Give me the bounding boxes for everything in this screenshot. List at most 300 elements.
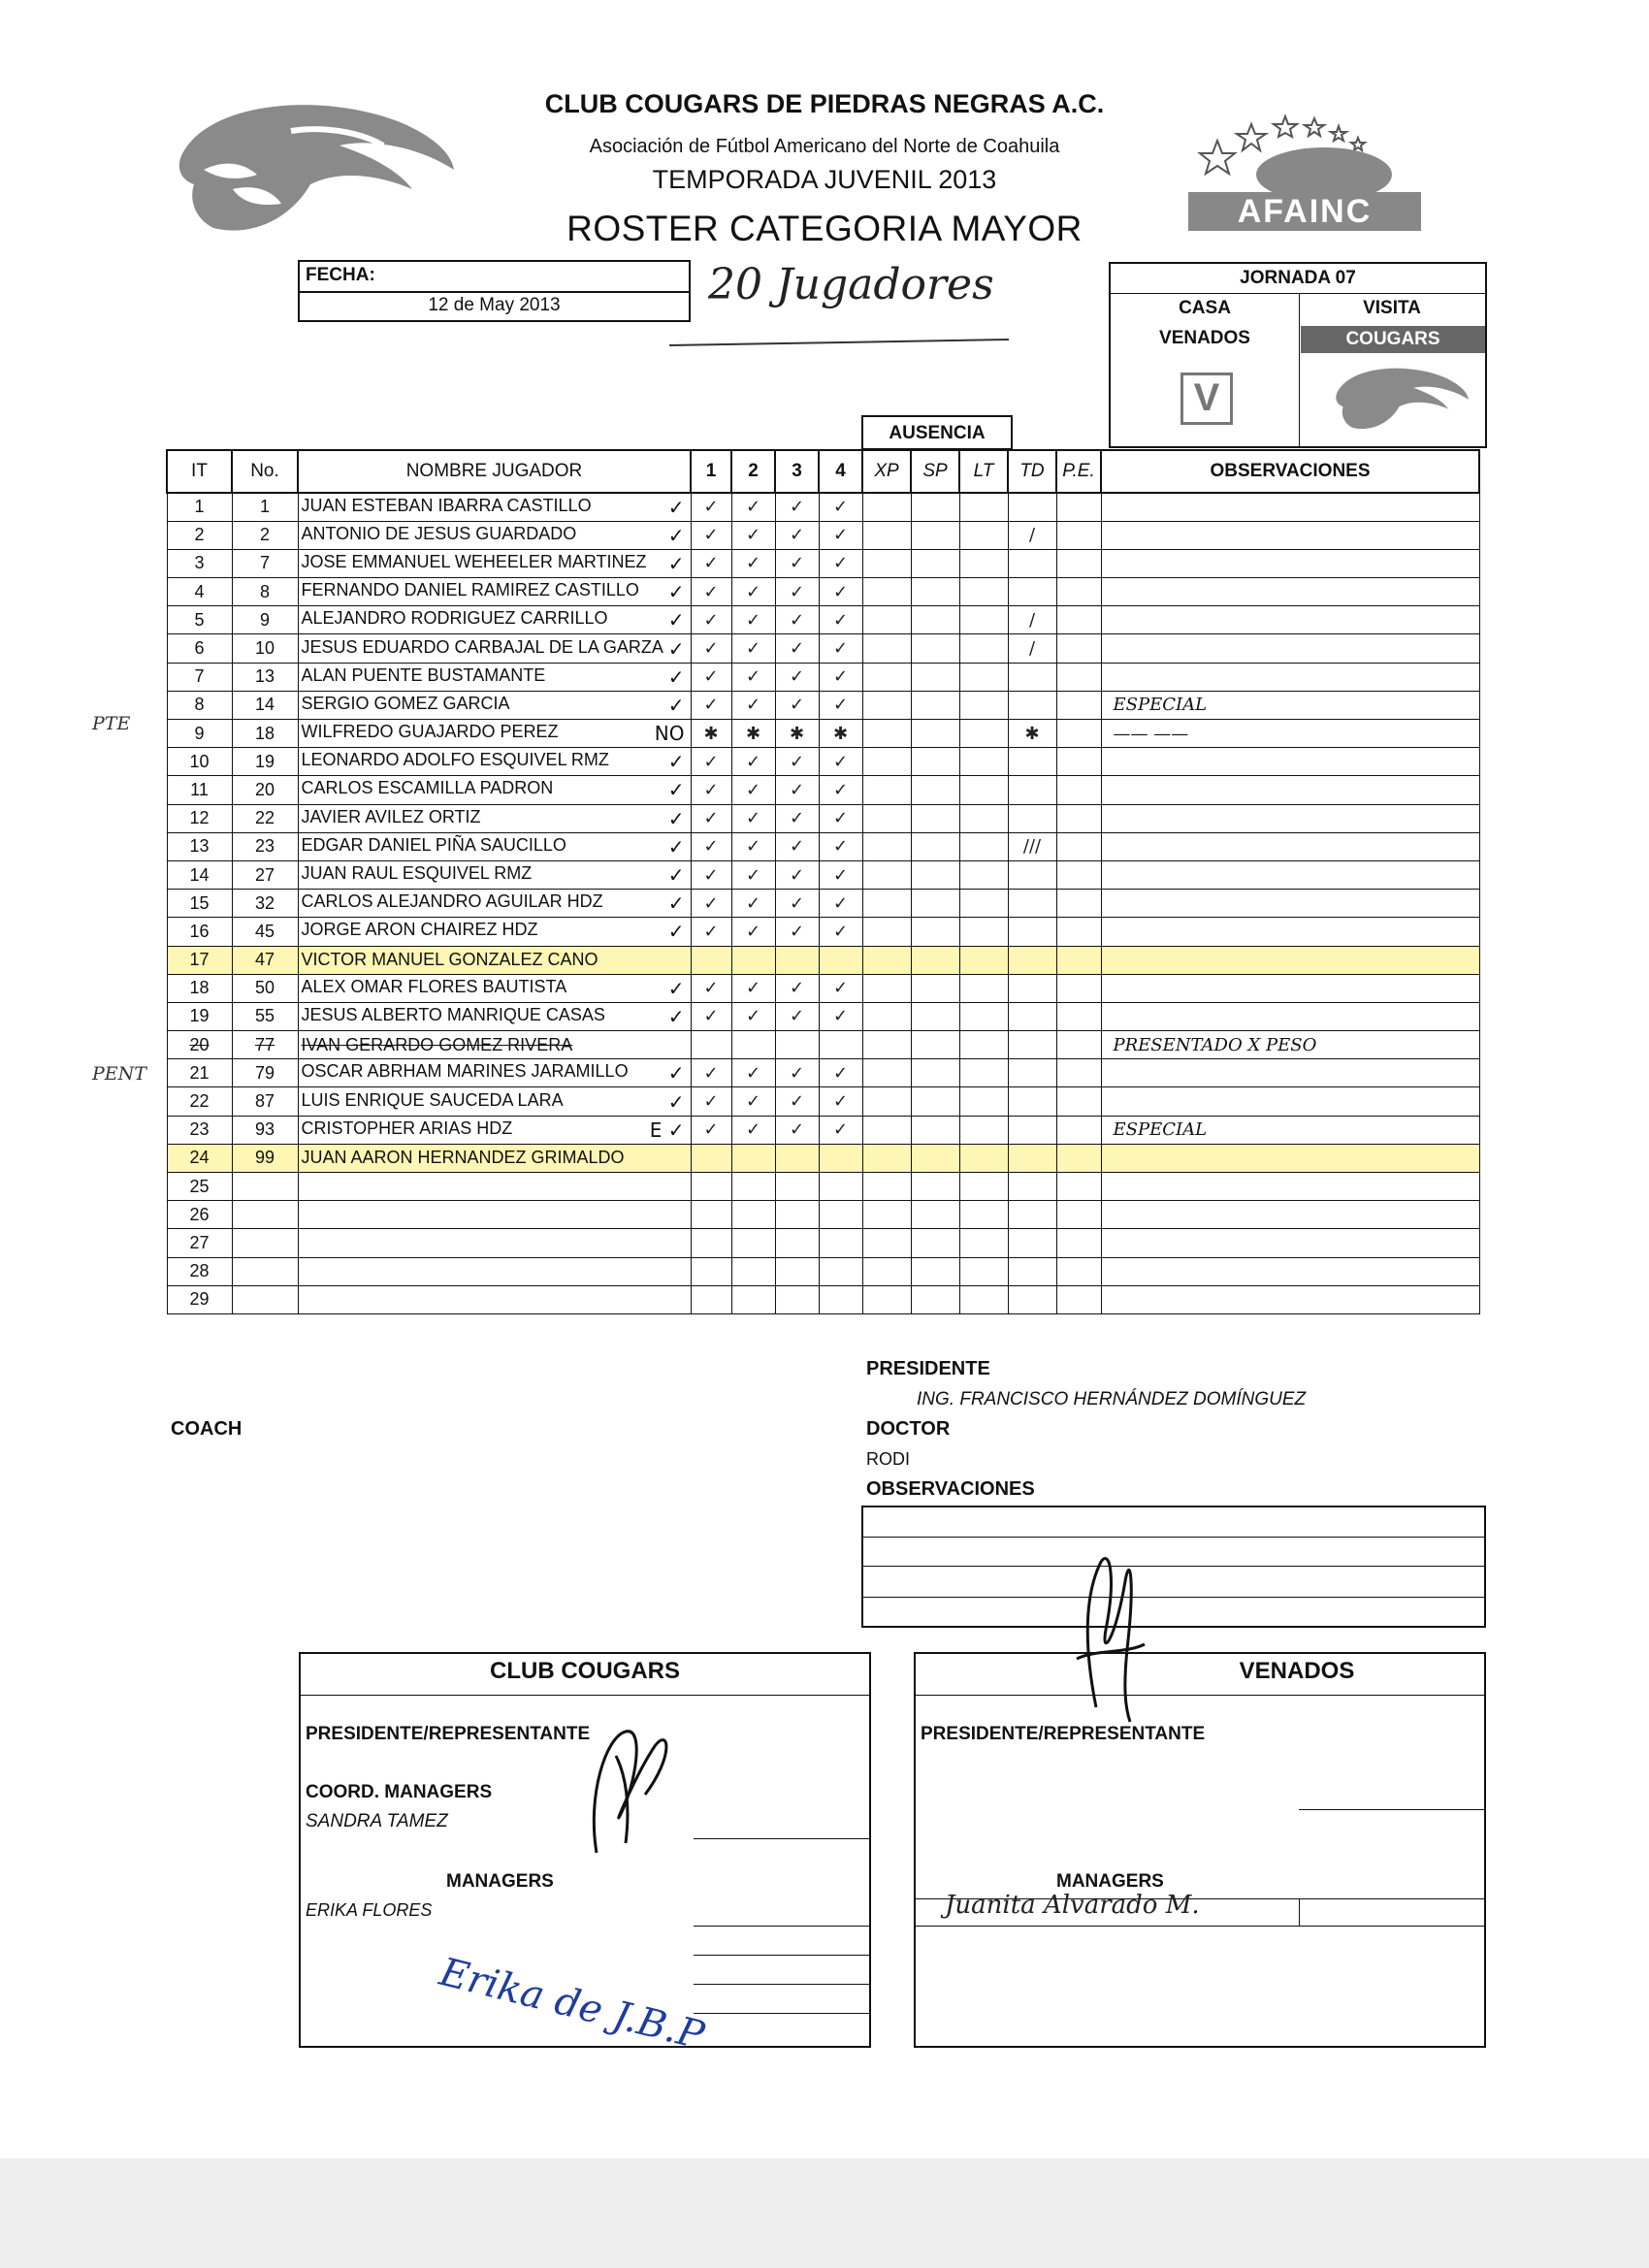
quarter-mark: ✓ — [731, 918, 775, 946]
row-player-name — [298, 918, 691, 946]
lt-cell — [959, 1144, 1008, 1172]
roster-row — [167, 1144, 1479, 1172]
sp-cell — [911, 720, 959, 748]
sp-cell — [911, 748, 959, 776]
row-player-name — [298, 1031, 691, 1059]
row-it: 28 — [167, 1257, 232, 1285]
player-name: FERNANDO DANIEL RAMIREZ CASTILLO — [301, 580, 639, 600]
row-number: 93 — [232, 1116, 298, 1144]
quarter-mark — [691, 1285, 731, 1313]
pe-cell — [1056, 1144, 1101, 1172]
player-name: WILFREDO GUAJARDO PEREZ — [301, 722, 559, 742]
pe-cell — [1056, 1229, 1101, 1257]
club-manager-name: ERIKA FLORES — [306, 1900, 433, 1920]
quarter-mark — [691, 1173, 731, 1201]
club-president-signature-icon — [577, 1717, 684, 1863]
quarter-mark: ✓ — [731, 776, 775, 804]
quarter-mark: ✓ — [731, 634, 775, 663]
row-player-name — [298, 493, 691, 521]
attendance-check-icon: E ✓ — [649, 1118, 685, 1142]
quarter-mark — [775, 1173, 819, 1201]
lt-cell — [959, 720, 1008, 748]
attendance-check-icon: ✓ — [667, 1061, 685, 1085]
td-cell: / — [1008, 634, 1056, 663]
row-number: 50 — [232, 974, 298, 1002]
row-player-name — [298, 578, 691, 606]
xp-cell — [862, 549, 911, 577]
player-name: ALEX OMAR FLORES BAUTISTA — [301, 976, 567, 996]
pe-cell — [1056, 1002, 1101, 1030]
quarter-mark: ✓ — [691, 1059, 731, 1087]
lt-cell — [959, 521, 1008, 549]
player-name: JUAN AARON HERNANDEZ GRIMALDO — [301, 1148, 625, 1168]
td-cell — [1008, 493, 1056, 521]
player-name: CARLOS ESCAMILLA PADRON — [301, 778, 554, 798]
quarter-mark — [775, 1144, 819, 1172]
pe-cell — [1056, 1031, 1101, 1059]
player-name: LEONARDO ADOLFO ESQUIVEL RMZ — [301, 750, 609, 770]
quarter-mark: ✓ — [819, 918, 862, 946]
quarter-mark: ✓ — [819, 691, 862, 719]
player-name: VICTOR MANUEL GONZALEZ CANO — [301, 950, 598, 970]
row-player-name — [298, 1002, 691, 1030]
lt-cell — [959, 606, 1008, 634]
xp-cell — [862, 691, 911, 719]
quarter-mark: ✓ — [691, 974, 731, 1002]
row-player-name — [298, 1201, 691, 1229]
row-it: 19 — [167, 1002, 232, 1030]
td-cell — [1008, 1002, 1056, 1030]
row-it: 11 — [167, 776, 232, 804]
row-number: 55 — [232, 1002, 298, 1030]
row-player-name — [298, 776, 691, 804]
quarter-mark: ✓ — [731, 1116, 775, 1144]
row-observation — [1101, 860, 1479, 889]
player-name: ANTONIO DE JESUS GUARDADO — [301, 523, 577, 543]
roster-row — [167, 918, 1479, 946]
quarter-mark — [775, 1201, 819, 1229]
row-observation — [1101, 521, 1479, 549]
quarter-mark: ✓ — [691, 860, 731, 889]
venados-presidente-label: PRESIDENTE/REPRESENTANTE — [921, 1724, 1206, 1744]
sp-cell — [911, 1002, 959, 1030]
club-manager-handwritten-signature: Erika de J.B.P — [435, 1950, 709, 2059]
pe-cell — [1056, 720, 1101, 748]
player-name: CRISTOPHER ARIAS HDZ — [301, 1118, 513, 1138]
td-cell — [1008, 776, 1056, 804]
quarter-mark: ✓ — [819, 549, 862, 577]
row-observation — [1101, 634, 1479, 663]
player-name: JESUS EDUARDO CARBAJAL DE LA GARZA — [301, 636, 663, 657]
attendance-check-icon: ✓ — [667, 580, 685, 604]
afainc-logo — [1179, 107, 1436, 238]
quarter-mark: ✓ — [731, 521, 775, 549]
quarter-mark — [731, 1144, 775, 1172]
attendance-check-icon: NO — [654, 722, 685, 746]
row-it: 20 — [167, 1031, 232, 1059]
row-it: 16 — [167, 918, 232, 946]
row-observation — [1101, 918, 1479, 946]
row-player-name — [298, 1173, 691, 1201]
pe-cell — [1056, 832, 1101, 860]
lt-cell — [959, 1173, 1008, 1201]
row-number: 8 — [232, 578, 298, 606]
row-number: 27 — [232, 860, 298, 889]
roster-row — [167, 860, 1479, 889]
quarter-mark — [819, 1257, 862, 1285]
sp-cell — [911, 890, 959, 918]
quarter-mark: ✓ — [819, 804, 862, 832]
quarter-mark: ✓ — [691, 1002, 731, 1030]
observaciones-box — [861, 1506, 1486, 1628]
row-player-name — [298, 1059, 691, 1087]
quarter-mark: ✱ — [819, 720, 862, 748]
col-sp: SP — [911, 450, 959, 493]
row-observation — [1101, 578, 1479, 606]
quarter-mark: ✓ — [731, 1059, 775, 1087]
player-name: ALEJANDRO RODRIGUEZ CARRILLO — [301, 608, 608, 629]
td-cell — [1008, 1116, 1056, 1144]
row-number: 19 — [232, 748, 298, 776]
quarter-mark: ✓ — [731, 1087, 775, 1116]
roster-row — [167, 1257, 1479, 1285]
quarter-mark: ✓ — [775, 918, 819, 946]
quarter-mark — [731, 1173, 775, 1201]
attendance-check-icon: ✓ — [667, 920, 685, 944]
quarter-mark: ✓ — [731, 578, 775, 606]
sp-cell — [911, 860, 959, 889]
quarter-mark: ✓ — [731, 691, 775, 719]
roster-row — [167, 1116, 1479, 1144]
roster-row — [167, 776, 1479, 804]
col-xp: XP — [862, 450, 911, 493]
roster-row — [167, 493, 1479, 521]
col-name: NOMBRE JUGADOR — [298, 450, 691, 493]
row-number: 99 — [232, 1144, 298, 1172]
pe-cell — [1056, 521, 1101, 549]
row-observation — [1101, 804, 1479, 832]
quarter-mark: ✓ — [775, 1059, 819, 1087]
sp-cell — [911, 1285, 959, 1313]
doctor-name: RODI — [866, 1449, 910, 1469]
xp-cell — [862, 1087, 911, 1116]
row-it: 6 — [167, 634, 232, 663]
lt-cell — [959, 974, 1008, 1002]
row-player-name — [298, 748, 691, 776]
club-managers-label: MANAGERS — [446, 1871, 554, 1892]
col-td: TD — [1008, 450, 1056, 493]
roster-row — [167, 1229, 1479, 1257]
quarter-mark — [775, 1031, 819, 1059]
row-player-name — [298, 1144, 691, 1172]
row-number: 2 — [232, 521, 298, 549]
player-name: EDGAR DANIEL PIÑA SAUCILLO — [301, 834, 566, 855]
row-number: 1 — [232, 493, 298, 521]
row-number — [232, 1257, 298, 1285]
lt-cell — [959, 1116, 1008, 1144]
lt-cell — [959, 776, 1008, 804]
quarter-mark: ✓ — [731, 606, 775, 634]
row-it: 13 — [167, 832, 232, 860]
pe-cell — [1056, 804, 1101, 832]
pe-cell — [1056, 549, 1101, 577]
td-cell — [1008, 946, 1056, 974]
quarter-mark: ✓ — [691, 748, 731, 776]
row-observation — [1101, 1257, 1479, 1285]
quarter-mark — [691, 1144, 731, 1172]
venados-logo: V — [1180, 373, 1233, 425]
coord-managers-name: SANDRA TAMEZ — [306, 1811, 448, 1831]
roster-row — [167, 890, 1479, 918]
player-name: ALAN PUENTE BUSTAMANTE — [301, 664, 546, 685]
td-cell — [1008, 691, 1056, 719]
sp-cell — [911, 606, 959, 634]
row-observation — [1101, 1201, 1479, 1229]
quarter-mark: ✓ — [819, 1002, 862, 1030]
quarter-mark: ✓ — [819, 1116, 862, 1144]
quarter-mark — [775, 1229, 819, 1257]
xp-cell — [862, 634, 911, 663]
row-observation — [1101, 663, 1479, 691]
attendance-check-icon: ✓ — [667, 636, 685, 661]
cougar-logo-icon — [175, 92, 456, 238]
xp-cell — [862, 1257, 911, 1285]
side-note-pent: PENT — [92, 1063, 146, 1085]
fecha-value: 12 de May 2013 — [428, 295, 561, 315]
sp-cell — [911, 1229, 959, 1257]
quarter-mark: ✓ — [775, 1087, 819, 1116]
player-name: IVAN GERARDO GOMEZ RIVERA — [301, 1034, 573, 1054]
xp-cell — [862, 946, 911, 974]
presidente-name: ING. FRANCISCO HERNÁNDEZ DOMÍNGUEZ — [917, 1389, 1307, 1409]
sp-cell — [911, 804, 959, 832]
xp-cell — [862, 1059, 911, 1087]
row-observation — [1101, 1144, 1479, 1172]
td-cell: / — [1008, 521, 1056, 549]
player-name: JORGE ARON CHAIREZ HDZ — [301, 920, 538, 940]
quarter-mark — [731, 1285, 775, 1313]
col-observaciones: OBSERVACIONES — [1101, 450, 1479, 493]
pe-cell — [1056, 663, 1101, 691]
row-it: 14 — [167, 860, 232, 889]
sp-cell — [911, 776, 959, 804]
td-cell: ✱ — [1008, 720, 1056, 748]
quarter-mark: ✓ — [691, 1116, 731, 1144]
quarter-mark: ✱ — [731, 720, 775, 748]
sp-cell — [911, 493, 959, 521]
row-player-name — [298, 549, 691, 577]
sp-cell — [911, 549, 959, 577]
quarter-mark: ✓ — [819, 634, 862, 663]
row-it: 1 — [167, 493, 232, 521]
quarter-mark — [819, 946, 862, 974]
afainc-logo-text: AFAINC — [1188, 192, 1421, 231]
sp-cell — [911, 1116, 959, 1144]
xp-cell — [862, 918, 911, 946]
lt-cell — [959, 1087, 1008, 1116]
roster-row — [167, 748, 1479, 776]
handwritten-player-count: 20 Jugadores — [708, 260, 994, 309]
td-cell — [1008, 1173, 1056, 1201]
attendance-check-icon: ✓ — [667, 664, 685, 689]
quarter-mark: ✓ — [691, 578, 731, 606]
row-player-name — [298, 946, 691, 974]
row-number: 45 — [232, 918, 298, 946]
association-name: Asociación de Fútbol Americano del Norte de Coahuila — [589, 136, 1060, 157]
row-number: 77 — [232, 1031, 298, 1059]
venados-title: VENADOS — [1239, 1658, 1355, 1684]
quarter-mark: ✓ — [775, 691, 819, 719]
row-it: 22 — [167, 1087, 232, 1116]
quarter-mark: ✓ — [819, 606, 862, 634]
quarter-mark — [819, 1201, 862, 1229]
roster-row — [167, 1031, 1479, 1059]
xp-cell — [862, 860, 911, 889]
row-player-name — [298, 521, 691, 549]
lt-cell — [959, 663, 1008, 691]
td-cell — [1008, 860, 1056, 889]
xp-cell — [862, 663, 911, 691]
sp-cell — [911, 1059, 959, 1087]
roster-row — [167, 1059, 1479, 1087]
xp-cell — [862, 720, 911, 748]
lt-cell — [959, 804, 1008, 832]
row-it: 18 — [167, 974, 232, 1002]
quarter-mark: ✓ — [691, 493, 731, 521]
pe-cell — [1056, 1116, 1101, 1144]
quarter-mark — [691, 1031, 731, 1059]
quarter-mark: ✓ — [775, 860, 819, 889]
roster-row — [167, 549, 1479, 577]
pe-cell — [1056, 890, 1101, 918]
sp-cell — [911, 663, 959, 691]
sp-cell — [911, 521, 959, 549]
lt-cell — [959, 748, 1008, 776]
quarter-mark: ✓ — [819, 860, 862, 889]
row-number — [232, 1229, 298, 1257]
lt-cell — [959, 493, 1008, 521]
td-cell — [1008, 1201, 1056, 1229]
quarter-mark: ✓ — [731, 549, 775, 577]
attendance-check-icon: ✓ — [667, 778, 685, 802]
quarter-mark: ✓ — [775, 634, 819, 663]
quarter-mark: ✓ — [731, 974, 775, 1002]
player-name: JUAN ESTEBAN IBARRA CASTILLO — [301, 495, 592, 515]
quarter-mark: ✓ — [731, 890, 775, 918]
col-it: IT — [167, 450, 232, 493]
row-number — [232, 1285, 298, 1313]
row-player-name — [298, 720, 691, 748]
td-cell — [1008, 974, 1056, 1002]
td-cell — [1008, 1059, 1056, 1087]
venados-signature-box — [914, 1652, 1486, 2048]
row-observation — [1101, 1002, 1479, 1030]
td-cell — [1008, 1229, 1056, 1257]
row-player-name — [298, 606, 691, 634]
td-cell: / — [1008, 606, 1056, 634]
lt-cell — [959, 1059, 1008, 1087]
row-player-name — [298, 1116, 691, 1144]
col-lt: LT — [959, 450, 1008, 493]
row-number — [232, 1173, 298, 1201]
td-cell — [1008, 549, 1056, 577]
row-it: 15 — [167, 890, 232, 918]
quarter-mark: ✓ — [731, 748, 775, 776]
row-number: 20 — [232, 776, 298, 804]
sp-cell — [911, 1087, 959, 1116]
quarter-mark: ✓ — [691, 663, 731, 691]
ausencia-header: AUSENCIA — [861, 415, 1013, 450]
row-it: 10 — [167, 748, 232, 776]
quarter-mark — [731, 1201, 775, 1229]
venados-managers-label: MANAGERS — [1056, 1871, 1164, 1892]
col-pe: P.E. — [1056, 450, 1101, 493]
td-cell — [1008, 1144, 1056, 1172]
row-it: 23 — [167, 1116, 232, 1144]
sp-cell — [911, 1201, 959, 1229]
xp-cell — [862, 974, 911, 1002]
player-name: JUAN RAUL ESQUIVEL RMZ — [301, 863, 533, 884]
quarter-mark: ✱ — [775, 720, 819, 748]
roster-header-row — [167, 450, 1479, 493]
row-it: 4 — [167, 578, 232, 606]
row-player-name — [298, 832, 691, 860]
quarter-mark: ✓ — [731, 493, 775, 521]
venados-manager-signature: Juanita Alvarado M. — [945, 1891, 1200, 1920]
jornada-label: JORNADA 07 — [1111, 264, 1485, 294]
row-it: 21 — [167, 1059, 232, 1087]
lt-cell — [959, 634, 1008, 663]
xp-cell — [862, 1002, 911, 1030]
roster-table — [166, 449, 1480, 1314]
row-number: 23 — [232, 832, 298, 860]
col-q3: 3 — [775, 450, 819, 493]
col-q1: 1 — [691, 450, 731, 493]
player-name: JESUS ALBERTO MANRIQUE CASAS — [301, 1004, 605, 1024]
row-it: 8 — [167, 691, 232, 719]
td-cell — [1008, 748, 1056, 776]
row-it: 2 — [167, 521, 232, 549]
quarter-mark: ✓ — [691, 634, 731, 663]
season-title: TEMPORADA JUVENIL 2013 — [652, 165, 997, 194]
attendance-check-icon: ✓ — [667, 495, 685, 519]
roster-row — [167, 804, 1479, 832]
presidente-label: PRESIDENTE — [866, 1358, 990, 1379]
xp-cell — [862, 493, 911, 521]
row-observation — [1101, 1059, 1479, 1087]
row-observation: ESPECIAL — [1101, 691, 1479, 719]
quarter-mark — [775, 946, 819, 974]
quarter-mark — [731, 1229, 775, 1257]
quarter-mark — [691, 1257, 731, 1285]
club-cougars-title: CLUB COUGARS — [490, 1658, 680, 1684]
row-number: 79 — [232, 1059, 298, 1087]
row-observation — [1101, 832, 1479, 860]
quarter-mark: ✓ — [775, 578, 819, 606]
row-it: 24 — [167, 1144, 232, 1172]
xp-cell — [862, 1144, 911, 1172]
lt-cell — [959, 1031, 1008, 1059]
quarter-mark — [819, 1031, 862, 1059]
quarter-mark — [731, 1257, 775, 1285]
quarter-mark: ✓ — [731, 832, 775, 860]
attendance-check-icon: ✓ — [667, 976, 685, 1000]
sp-cell — [911, 691, 959, 719]
quarter-mark: ✓ — [775, 549, 819, 577]
pe-cell — [1056, 1257, 1101, 1285]
row-observation — [1101, 1229, 1479, 1257]
roster-row — [167, 1201, 1479, 1229]
